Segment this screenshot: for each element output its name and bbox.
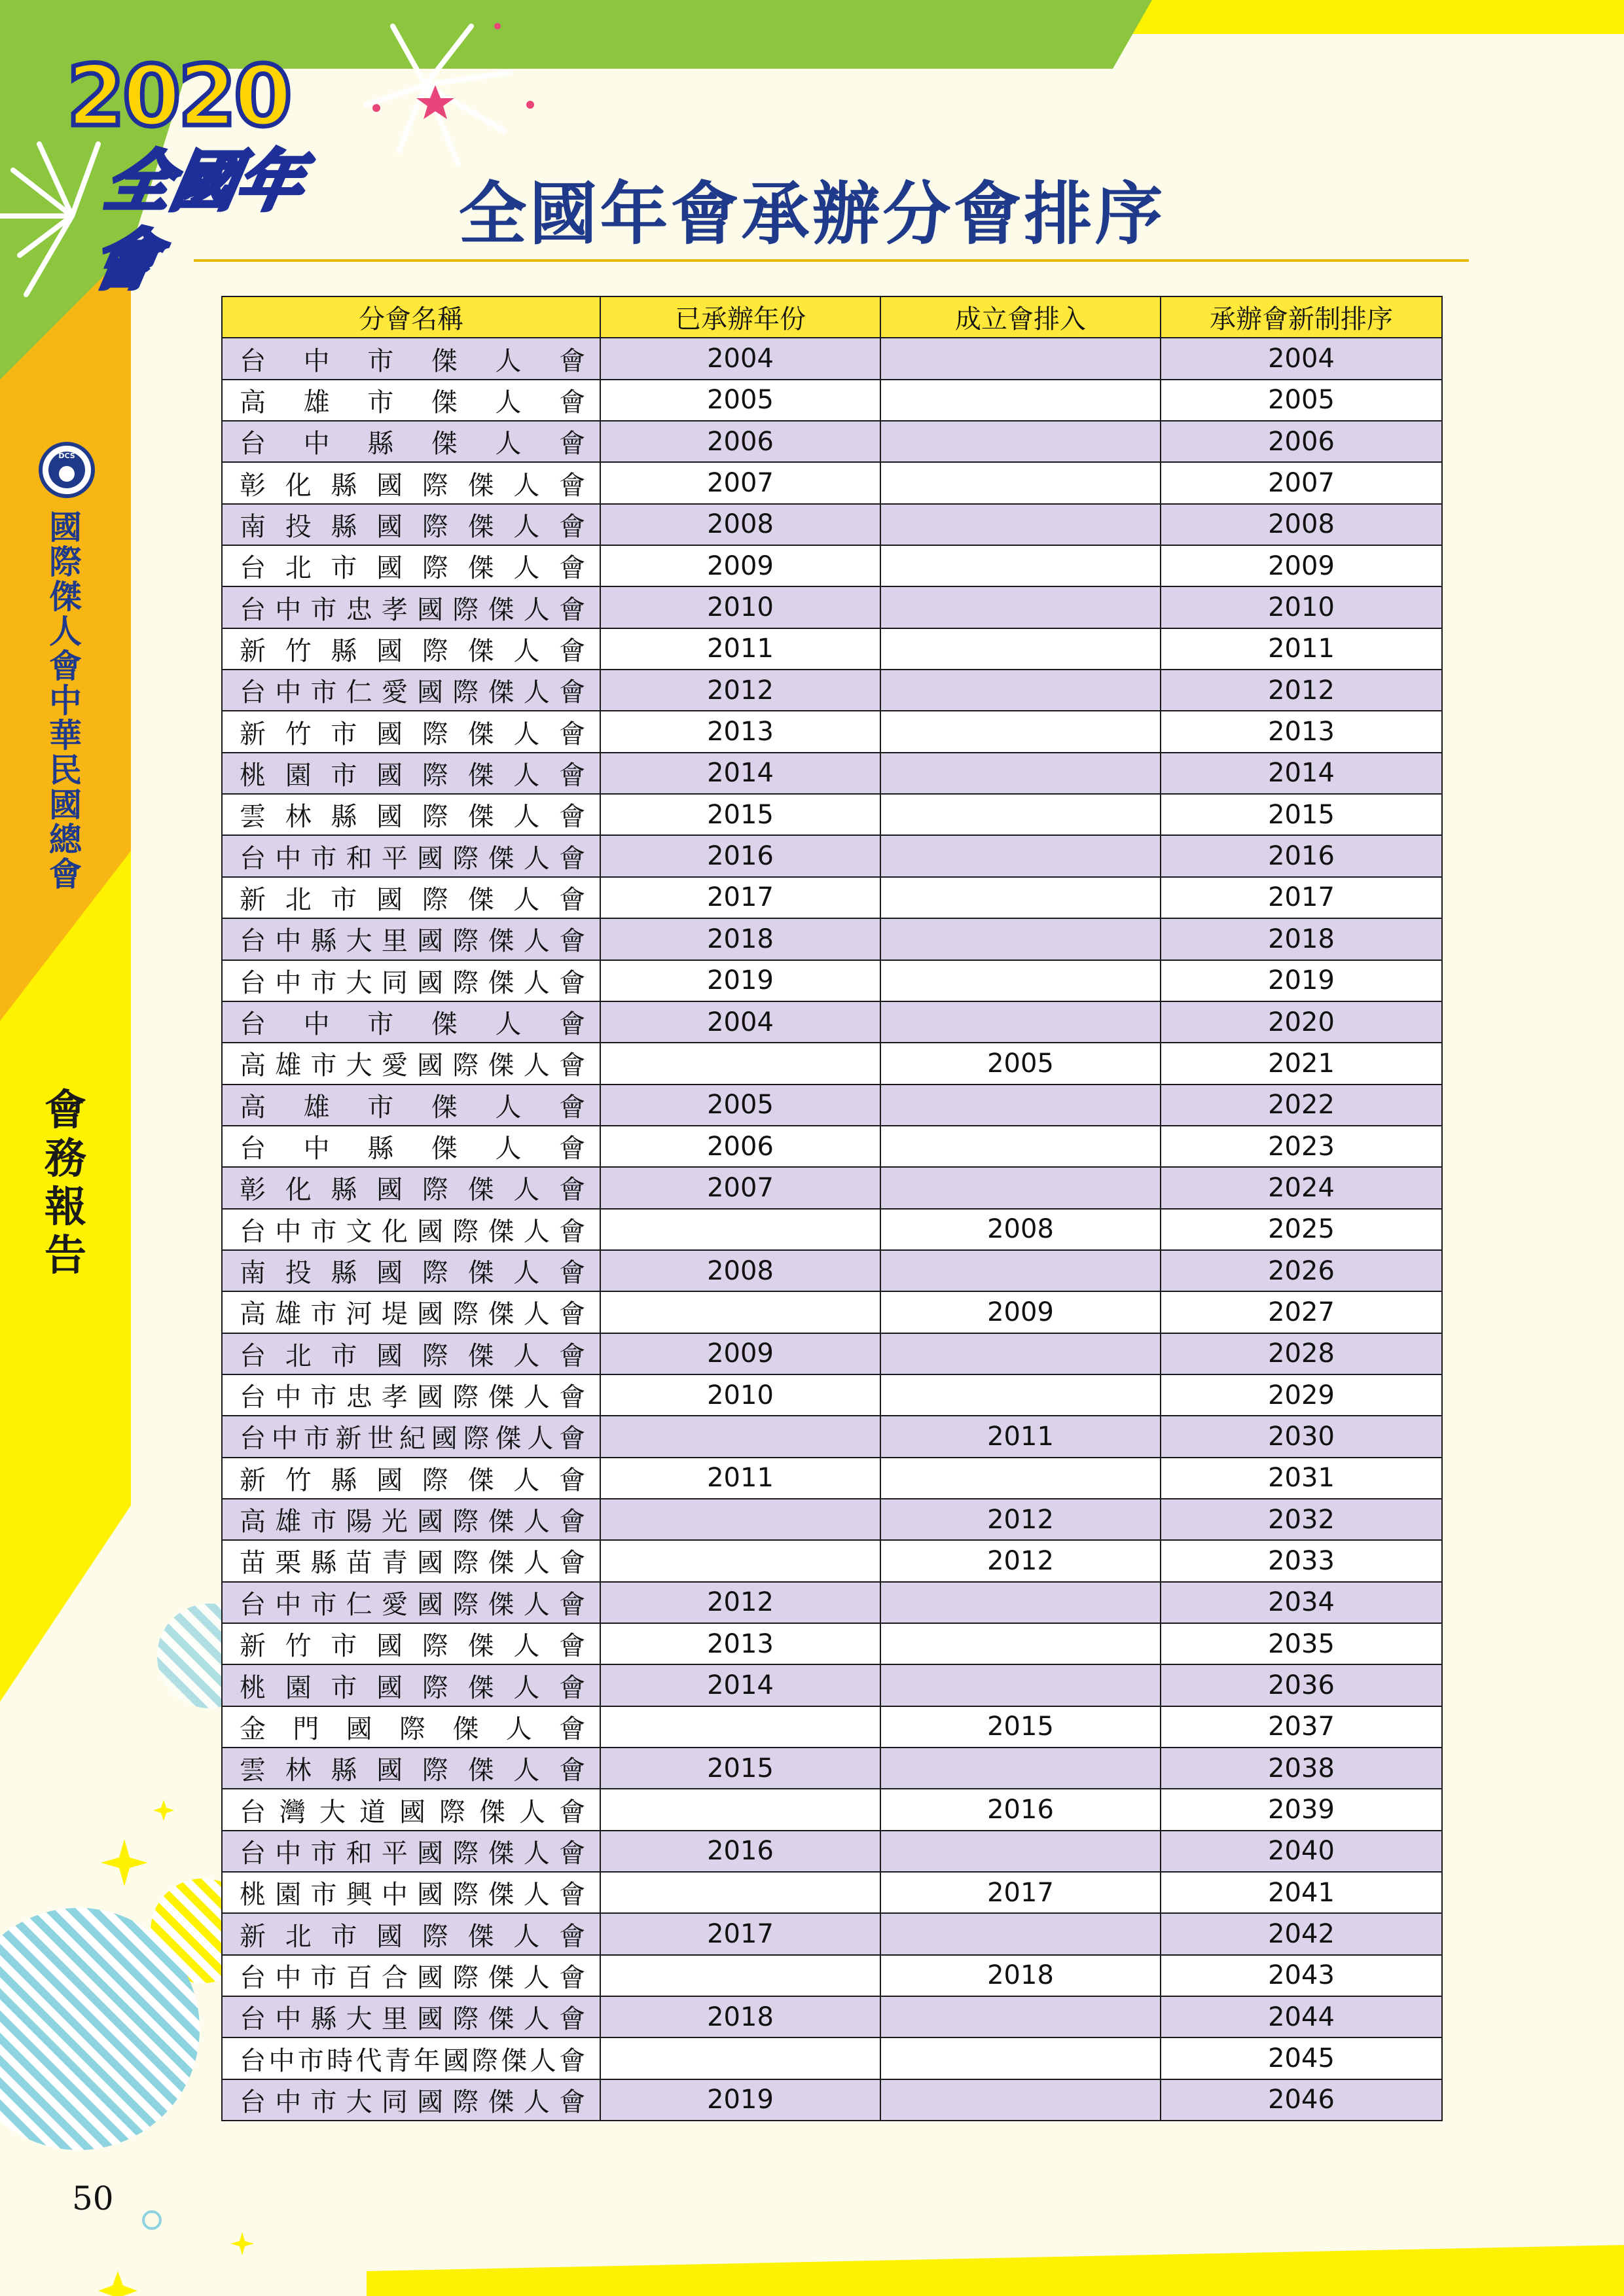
table-row bbox=[222, 2037, 1442, 2079]
founded-entry-cell bbox=[880, 2037, 1161, 2079]
new-order-cell: 2026 bbox=[1161, 1250, 1442, 1291]
table-row bbox=[222, 794, 1442, 835]
hosted-year-cell: 2012 bbox=[600, 1582, 880, 1623]
hosted-year-cell: 2007 bbox=[600, 462, 880, 503]
table-row bbox=[222, 1748, 1442, 1789]
table-row bbox=[222, 753, 1442, 794]
founded-entry-cell bbox=[880, 2079, 1161, 2121]
branch-name-cell: 新竹市國際傑人會 bbox=[222, 711, 600, 752]
branch-name-cell: 台中市時代青年國際傑人會 bbox=[222, 2037, 600, 2079]
founded-entry-cell: 2012 bbox=[880, 1540, 1161, 1581]
table-row bbox=[222, 338, 1442, 379]
founded-entry-cell bbox=[880, 877, 1161, 918]
table-row bbox=[222, 1955, 1442, 1996]
branch-name-cell: 台中市忠孝國際傑人會 bbox=[222, 586, 600, 628]
founded-entry-cell bbox=[880, 1126, 1161, 1167]
hosted-year-cell: 2016 bbox=[600, 1831, 880, 1872]
founded-entry-cell bbox=[880, 711, 1161, 752]
table-row bbox=[222, 504, 1442, 545]
branch-name-cell: 新竹市國際傑人會 bbox=[222, 1623, 600, 1664]
table-row bbox=[222, 1291, 1442, 1333]
table-row bbox=[222, 835, 1442, 876]
hosted-year-cell: 2012 bbox=[600, 670, 880, 711]
table-row bbox=[222, 1250, 1442, 1291]
hosted-year-cell: 2014 bbox=[600, 753, 880, 794]
founded-entry-cell: 2012 bbox=[880, 1499, 1161, 1540]
branch-name-cell: 彰化縣國際傑人會 bbox=[222, 462, 600, 503]
founded-entry-cell bbox=[880, 1831, 1161, 1872]
table-row bbox=[222, 1664, 1442, 1706]
hosted-year-cell: 2006 bbox=[600, 421, 880, 462]
founded-entry-cell bbox=[880, 1748, 1161, 1789]
founded-entry-cell: 2015 bbox=[880, 1706, 1161, 1748]
column-header-branch: 分會名稱 bbox=[222, 296, 600, 338]
branch-name-cell: 台北市國際傑人會 bbox=[222, 545, 600, 586]
founded-entry-cell: 2008 bbox=[880, 1209, 1161, 1250]
branch-name-cell: 台中市和平國際傑人會 bbox=[222, 835, 600, 876]
hosted-year-cell: 2010 bbox=[600, 1374, 880, 1416]
branch-name-cell: 南投縣國際傑人會 bbox=[222, 1250, 600, 1291]
hosted-year-cell: 2018 bbox=[600, 918, 880, 960]
hosted-year-cell bbox=[600, 1706, 880, 1748]
hosted-year-cell: 2016 bbox=[600, 835, 880, 876]
branch-name-cell: 新竹縣國際傑人會 bbox=[222, 628, 600, 670]
founded-entry-cell bbox=[880, 628, 1161, 670]
founded-entry-cell bbox=[880, 670, 1161, 711]
table-row bbox=[222, 877, 1442, 918]
hosted-year-cell bbox=[600, 1499, 880, 1540]
branch-name-cell: 雲林縣國際傑人會 bbox=[222, 1748, 600, 1789]
branch-name-cell: 新北市國際傑人會 bbox=[222, 1913, 600, 1954]
branch-name-cell: 高雄市河堤國際傑人會 bbox=[222, 1291, 600, 1333]
top-yellow-band bbox=[1106, 0, 1624, 34]
table-row bbox=[222, 380, 1442, 421]
hosted-year-cell: 2015 bbox=[600, 1748, 880, 1789]
new-order-cell: 2013 bbox=[1161, 711, 1442, 752]
new-order-cell: 2044 bbox=[1161, 1996, 1442, 2037]
founded-entry-cell: 2016 bbox=[880, 1789, 1161, 1830]
branch-name-cell: 高雄市傑人會 bbox=[222, 1085, 600, 1126]
founded-entry-cell bbox=[880, 753, 1161, 794]
logo-subtitle: 全國年會 bbox=[86, 143, 310, 298]
branch-name-cell: 桃園市興中國際傑人會 bbox=[222, 1872, 600, 1913]
table-row bbox=[222, 1085, 1442, 1126]
branch-name-cell: 桃園市國際傑人會 bbox=[222, 753, 600, 794]
founded-entry-cell bbox=[880, 504, 1161, 545]
bottom-yellow-band bbox=[367, 2245, 1624, 2296]
founded-entry-cell: 2018 bbox=[880, 1955, 1161, 1996]
new-order-cell: 2041 bbox=[1161, 1872, 1442, 1913]
hosted-year-cell: 2005 bbox=[600, 1085, 880, 1126]
table-row bbox=[222, 1706, 1442, 1748]
founded-entry-cell bbox=[880, 1623, 1161, 1664]
table-row bbox=[222, 1582, 1442, 1623]
table-row bbox=[222, 2079, 1442, 2121]
branch-name-cell: 高雄市傑人會 bbox=[222, 380, 600, 421]
founded-entry-cell bbox=[880, 794, 1161, 835]
founded-entry-cell bbox=[880, 1333, 1161, 1374]
new-order-cell: 2012 bbox=[1161, 670, 1442, 711]
hosted-year-cell: 2004 bbox=[600, 338, 880, 379]
table-row bbox=[222, 545, 1442, 586]
hosted-year-cell bbox=[600, 1291, 880, 1333]
founded-entry-cell bbox=[880, 1913, 1161, 1954]
branch-name-cell: 台中市新世紀國際傑人會 bbox=[222, 1416, 600, 1457]
new-order-cell: 2029 bbox=[1161, 1374, 1442, 1416]
hosted-year-cell bbox=[600, 1043, 880, 1084]
branch-name-cell: 台中市仁愛國際傑人會 bbox=[222, 1582, 600, 1623]
new-order-cell: 2020 bbox=[1161, 1001, 1442, 1043]
new-order-cell: 2032 bbox=[1161, 1499, 1442, 1540]
page-number: 50 bbox=[72, 2179, 114, 2217]
hosted-year-cell: 2008 bbox=[600, 504, 880, 545]
table-row bbox=[222, 1416, 1442, 1457]
hosted-year-cell: 2017 bbox=[600, 1913, 880, 1954]
founded-entry-cell bbox=[880, 918, 1161, 960]
table-row bbox=[222, 1872, 1442, 1913]
logo-year: 2020 bbox=[67, 48, 290, 145]
new-order-cell: 2030 bbox=[1161, 1416, 1442, 1457]
hosted-year-cell: 2019 bbox=[600, 2079, 880, 2121]
table-row bbox=[222, 421, 1442, 462]
new-order-cell: 2034 bbox=[1161, 1582, 1442, 1623]
new-order-cell: 2023 bbox=[1161, 1126, 1442, 1167]
branch-name-cell: 台中市大同國際傑人會 bbox=[222, 2079, 600, 2121]
new-order-cell: 2017 bbox=[1161, 877, 1442, 918]
table-row bbox=[222, 1043, 1442, 1084]
founded-entry-cell: 2011 bbox=[880, 1416, 1161, 1457]
hosted-year-cell bbox=[600, 1209, 880, 1250]
hosted-year-cell: 2018 bbox=[600, 1996, 880, 2037]
table-header-row bbox=[222, 296, 1442, 338]
new-order-cell: 2007 bbox=[1161, 462, 1442, 503]
table-row bbox=[222, 1001, 1442, 1043]
new-order-cell: 2019 bbox=[1161, 960, 1442, 1001]
column-header-new-order: 承辦會新制排序 bbox=[1161, 296, 1442, 338]
branch-name-cell: 台中市傑人會 bbox=[222, 338, 600, 379]
column-header-founded-entry: 成立會排入 bbox=[880, 296, 1161, 338]
founded-entry-cell bbox=[880, 586, 1161, 628]
branch-name-cell: 台中縣傑人會 bbox=[222, 1126, 600, 1167]
founded-entry-cell bbox=[880, 960, 1161, 1001]
branch-name-cell: 台中市和平國際傑人會 bbox=[222, 1831, 600, 1872]
organization-emblem-text: DCS bbox=[58, 452, 75, 460]
branch-name-cell: 台中市忠孝國際傑人會 bbox=[222, 1374, 600, 1416]
hosted-year-cell: 2011 bbox=[600, 1458, 880, 1499]
new-order-cell: 2046 bbox=[1161, 2079, 1442, 2121]
founded-entry-cell bbox=[880, 1374, 1161, 1416]
new-order-cell: 2036 bbox=[1161, 1664, 1442, 1706]
hosted-year-cell bbox=[600, 1540, 880, 1581]
branch-name-cell: 金門國際傑人會 bbox=[222, 1706, 600, 1748]
organization-name: 國際傑人會中華民國總會 bbox=[49, 509, 82, 893]
hosted-year-cell bbox=[600, 1416, 880, 1457]
table-row bbox=[222, 462, 1442, 503]
hosted-year-cell: 2019 bbox=[600, 960, 880, 1001]
branch-name-cell: 台中市百合國際傑人會 bbox=[222, 1955, 600, 1996]
table-row bbox=[222, 711, 1442, 752]
founded-entry-cell bbox=[880, 1250, 1161, 1291]
new-order-cell: 2009 bbox=[1161, 545, 1442, 586]
section-label: 會務報告 bbox=[45, 1086, 86, 1280]
branch-name-cell: 桃園市國際傑人會 bbox=[222, 1664, 600, 1706]
hosted-year-cell: 2005 bbox=[600, 380, 880, 421]
table-row bbox=[222, 1209, 1442, 1250]
table-row bbox=[222, 628, 1442, 670]
founded-entry-cell bbox=[880, 1996, 1161, 2037]
table-row bbox=[222, 586, 1442, 628]
branch-name-cell: 雲林縣國際傑人會 bbox=[222, 794, 600, 835]
founded-entry-cell: 2005 bbox=[880, 1043, 1161, 1084]
branch-name-cell: 高雄市大愛國際傑人會 bbox=[222, 1043, 600, 1084]
hosted-year-cell: 2011 bbox=[600, 628, 880, 670]
founded-entry-cell bbox=[880, 380, 1161, 421]
new-order-cell: 2045 bbox=[1161, 2037, 1442, 2079]
new-order-cell: 2031 bbox=[1161, 1458, 1442, 1499]
founded-entry-cell: 2009 bbox=[880, 1291, 1161, 1333]
branch-name-cell: 彰化縣國際傑人會 bbox=[222, 1167, 600, 1208]
new-order-cell: 2015 bbox=[1161, 794, 1442, 835]
table-row bbox=[222, 1374, 1442, 1416]
founded-entry-cell bbox=[880, 338, 1161, 379]
branch-name-cell: 台中市傑人會 bbox=[222, 1001, 600, 1043]
title-underline bbox=[194, 259, 1469, 262]
hosted-year-cell: 2009 bbox=[600, 545, 880, 586]
table-row bbox=[222, 1167, 1442, 1208]
new-order-cell: 2011 bbox=[1161, 628, 1442, 670]
new-order-cell: 2035 bbox=[1161, 1623, 1442, 1664]
branch-name-cell: 苗栗縣苗青國際傑人會 bbox=[222, 1540, 600, 1581]
hosted-year-cell: 2004 bbox=[600, 1001, 880, 1043]
new-order-cell: 2022 bbox=[1161, 1085, 1442, 1126]
new-order-cell: 2038 bbox=[1161, 1748, 1442, 1789]
new-order-cell: 2004 bbox=[1161, 338, 1442, 379]
ranking-table bbox=[221, 296, 1443, 2121]
branch-name-cell: 南投縣國際傑人會 bbox=[222, 504, 600, 545]
table-row bbox=[222, 1789, 1442, 1830]
new-order-cell: 2016 bbox=[1161, 835, 1442, 876]
new-order-cell: 2043 bbox=[1161, 1955, 1442, 1996]
table-row bbox=[222, 1126, 1442, 1167]
hosted-year-cell bbox=[600, 1789, 880, 1830]
branch-name-cell: 台北市國際傑人會 bbox=[222, 1333, 600, 1374]
hosted-year-cell: 2007 bbox=[600, 1167, 880, 1208]
hosted-year-cell bbox=[600, 1955, 880, 1996]
branch-name-cell: 台中市大同國際傑人會 bbox=[222, 960, 600, 1001]
branch-name-cell: 新北市國際傑人會 bbox=[222, 877, 600, 918]
branch-name-cell: 台中縣大里國際傑人會 bbox=[222, 1996, 600, 2037]
branch-name-cell: 台中市仁愛國際傑人會 bbox=[222, 670, 600, 711]
new-order-cell: 2018 bbox=[1161, 918, 1442, 960]
hosted-year-cell bbox=[600, 2037, 880, 2079]
founded-entry-cell bbox=[880, 1001, 1161, 1043]
column-header-hosted-year: 已承辦年份 bbox=[600, 296, 880, 338]
hosted-year-cell: 2006 bbox=[600, 1126, 880, 1167]
branch-name-cell: 台中縣大里國際傑人會 bbox=[222, 918, 600, 960]
table-row bbox=[222, 1540, 1442, 1581]
new-order-cell: 2027 bbox=[1161, 1291, 1442, 1333]
hosted-year-cell: 2008 bbox=[600, 1250, 880, 1291]
hosted-year-cell: 2015 bbox=[600, 794, 880, 835]
new-order-cell: 2021 bbox=[1161, 1043, 1442, 1084]
new-order-cell: 2033 bbox=[1161, 1540, 1442, 1581]
founded-entry-cell bbox=[880, 545, 1161, 586]
table-row bbox=[222, 1458, 1442, 1499]
table-row bbox=[222, 918, 1442, 960]
founded-entry-cell bbox=[880, 421, 1161, 462]
table-row bbox=[222, 1623, 1442, 1664]
founded-entry-cell bbox=[880, 1458, 1161, 1499]
table-body bbox=[222, 338, 1442, 2121]
hosted-year-cell: 2009 bbox=[600, 1333, 880, 1374]
founded-entry-cell bbox=[880, 835, 1161, 876]
founded-entry-cell bbox=[880, 1085, 1161, 1126]
founded-entry-cell bbox=[880, 1582, 1161, 1623]
table-row bbox=[222, 1996, 1442, 2037]
branch-name-cell: 台中縣傑人會 bbox=[222, 421, 600, 462]
founded-entry-cell bbox=[880, 1167, 1161, 1208]
new-order-cell: 2006 bbox=[1161, 421, 1442, 462]
founded-entry-cell bbox=[880, 1664, 1161, 1706]
new-order-cell: 2010 bbox=[1161, 586, 1442, 628]
page-title: 全國年會承辦分會排序 bbox=[458, 173, 1166, 254]
branch-name-cell: 台灣大道國際傑人會 bbox=[222, 1789, 600, 1830]
hosted-year-cell bbox=[600, 1872, 880, 1913]
hosted-year-cell: 2013 bbox=[600, 711, 880, 752]
new-order-cell: 2024 bbox=[1161, 1167, 1442, 1208]
table-row bbox=[222, 1913, 1442, 1954]
table-row bbox=[222, 1499, 1442, 1540]
hosted-year-cell: 2014 bbox=[600, 1664, 880, 1706]
hosted-year-cell: 2010 bbox=[600, 586, 880, 628]
new-order-cell: 2040 bbox=[1161, 1831, 1442, 1872]
new-order-cell: 2005 bbox=[1161, 380, 1442, 421]
table-row bbox=[222, 1333, 1442, 1374]
table-row bbox=[222, 670, 1442, 711]
hosted-year-cell: 2017 bbox=[600, 877, 880, 918]
branch-name-cell: 高雄市陽光國際傑人會 bbox=[222, 1499, 600, 1540]
new-order-cell: 2028 bbox=[1161, 1333, 1442, 1374]
founded-entry-cell bbox=[880, 462, 1161, 503]
table-row bbox=[222, 1831, 1442, 1872]
hosted-year-cell: 2013 bbox=[600, 1623, 880, 1664]
branch-name-cell: 新竹縣國際傑人會 bbox=[222, 1458, 600, 1499]
table-row bbox=[222, 960, 1442, 1001]
new-order-cell: 2037 bbox=[1161, 1706, 1442, 1748]
founded-entry-cell: 2017 bbox=[880, 1872, 1161, 1913]
new-order-cell: 2039 bbox=[1161, 1789, 1442, 1830]
new-order-cell: 2042 bbox=[1161, 1913, 1442, 1954]
branch-name-cell: 台中市文化國際傑人會 bbox=[222, 1209, 600, 1250]
new-order-cell: 2014 bbox=[1161, 753, 1442, 794]
new-order-cell: 2025 bbox=[1161, 1209, 1442, 1250]
new-order-cell: 2008 bbox=[1161, 504, 1442, 545]
